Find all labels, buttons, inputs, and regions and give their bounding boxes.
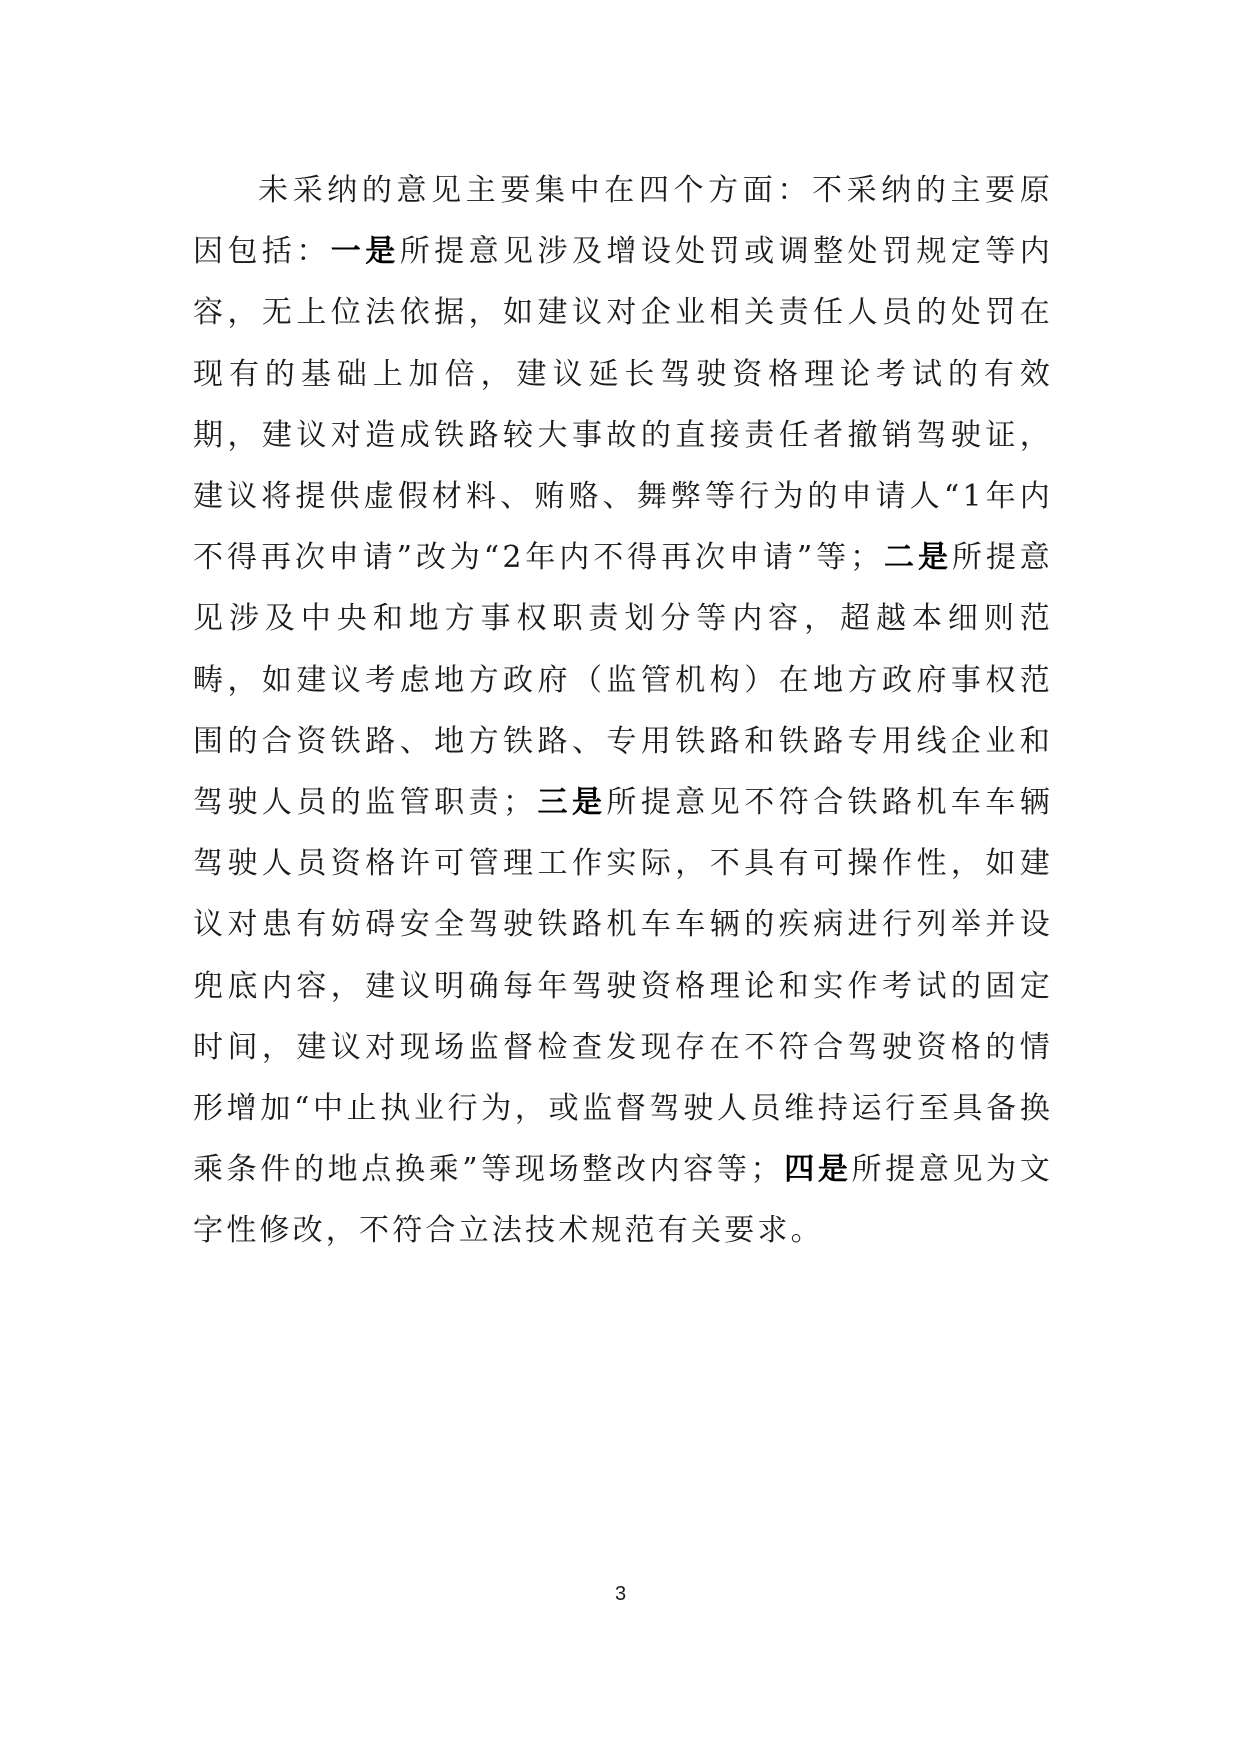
- paragraph-intro: 未采纳的意见主要集中在四个方面：不采纳的主要原因包括：: [193, 173, 1053, 270]
- point-three-marker: 三是: [536, 785, 607, 821]
- body-paragraph: [193, 160, 1053, 1262]
- point-three-text: 所提意见不符合铁路机车车辆驾驶人员资格许可管理工作实际，不具有可操作性，如建议对患有妨碍安全驾驶铁路机车车辆的疾病进行列举并设兜底内容，建议明确每年驾驶资格理论和实作考试的固定时间，建议对现场监督检查发现存在不符合驾驶资格的情形增加“中止执业行为，或监督驾驶人员维持运行至具备换乘条件的地点换乘”等现场整改内容等；: [193, 785, 1053, 1188]
- point-one-text: 所提意见涉及增设处罚或调整处罚规定等内容，无上位法依据，如建议对企业相关责任人员的处罚在现有的基础上加倍，建议延长驾驶资格理论考试的有效期，建议对造成铁路较大事故的直接责任者撤销驾驶证，建议将提供虚假材料、贿赂、舞弊等行为的申请人“1年内不得再次申请”改为“2年内不得再次申请”等；: [193, 234, 1053, 576]
- point-four-marker: 四是: [783, 1152, 852, 1188]
- point-two-marker: 二是: [883, 540, 952, 576]
- point-two-text: 所提意见涉及中央和地方事权职责划分等内容，超越本细则范畴，如建议考虑地方政府（监管机构）在地方政府事权范围的合资铁路、地方铁路、专用铁路和铁路专用线企业和驾驶人员的监管职责；: [193, 540, 1054, 821]
- page-number: 3: [614, 1583, 627, 1605]
- point-four-text: 所提意见为文字性修改，不符合立法技术规范有关要求。: [193, 1152, 1054, 1249]
- point-one-marker: 一是: [330, 234, 400, 270]
